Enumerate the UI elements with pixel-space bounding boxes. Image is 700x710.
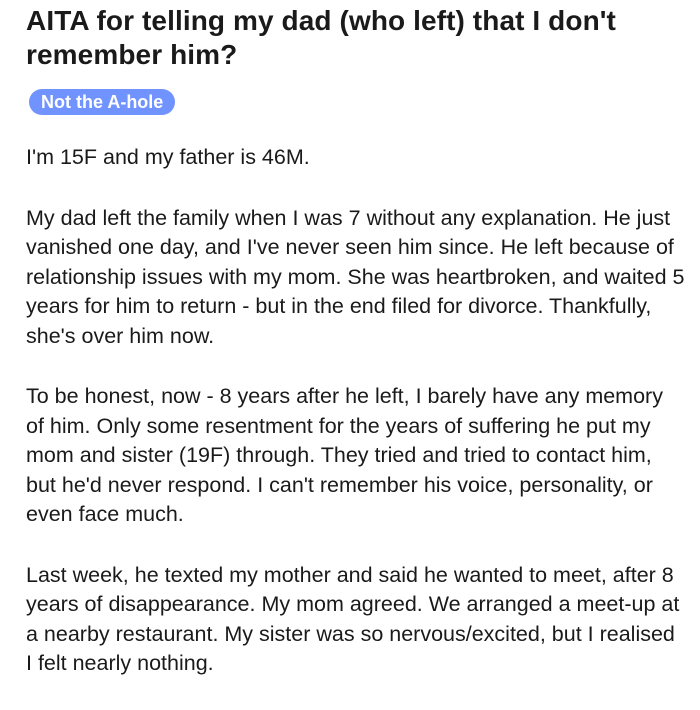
post-paragraph: To be honest, now - 8 years after he left, I barely have any memory of him. Only some resentment for the years of suffering he put my mom and sister (19F) through. They tried and tried to contact him, but he'd never respond. I can't remember his voice, personality, or even face much. (26, 384, 663, 526)
post-paragraph: My dad left the family when I was 7 without any explanation. He just vanished one day, and I've never seen him since. He left because of relationship issues with my mom. She was heartbroken, and waited 5 years for him to return - but in the end filed for divorce. Thankfully, she's over him now. (26, 205, 685, 348)
post-title[interactable]: AITA for telling my dad (who left) that I don't remember him? (26, 5, 616, 70)
post (26, 0, 686, 710)
post-body (26, 143, 686, 679)
post-paragraph: I'm 15F and my father is 46M. (26, 145, 310, 169)
post-flair-badge[interactable]: Not the A-hole (29, 89, 175, 115)
post-paragraph: Last week, he texted my mother and said he wanted to meet, after 8 years of disappearance. My mom agreed. We arranged a meet-up at a nearby restaurant. My sister was so nervous/excited, but I realised I felt nearly nothing. (26, 562, 680, 675)
